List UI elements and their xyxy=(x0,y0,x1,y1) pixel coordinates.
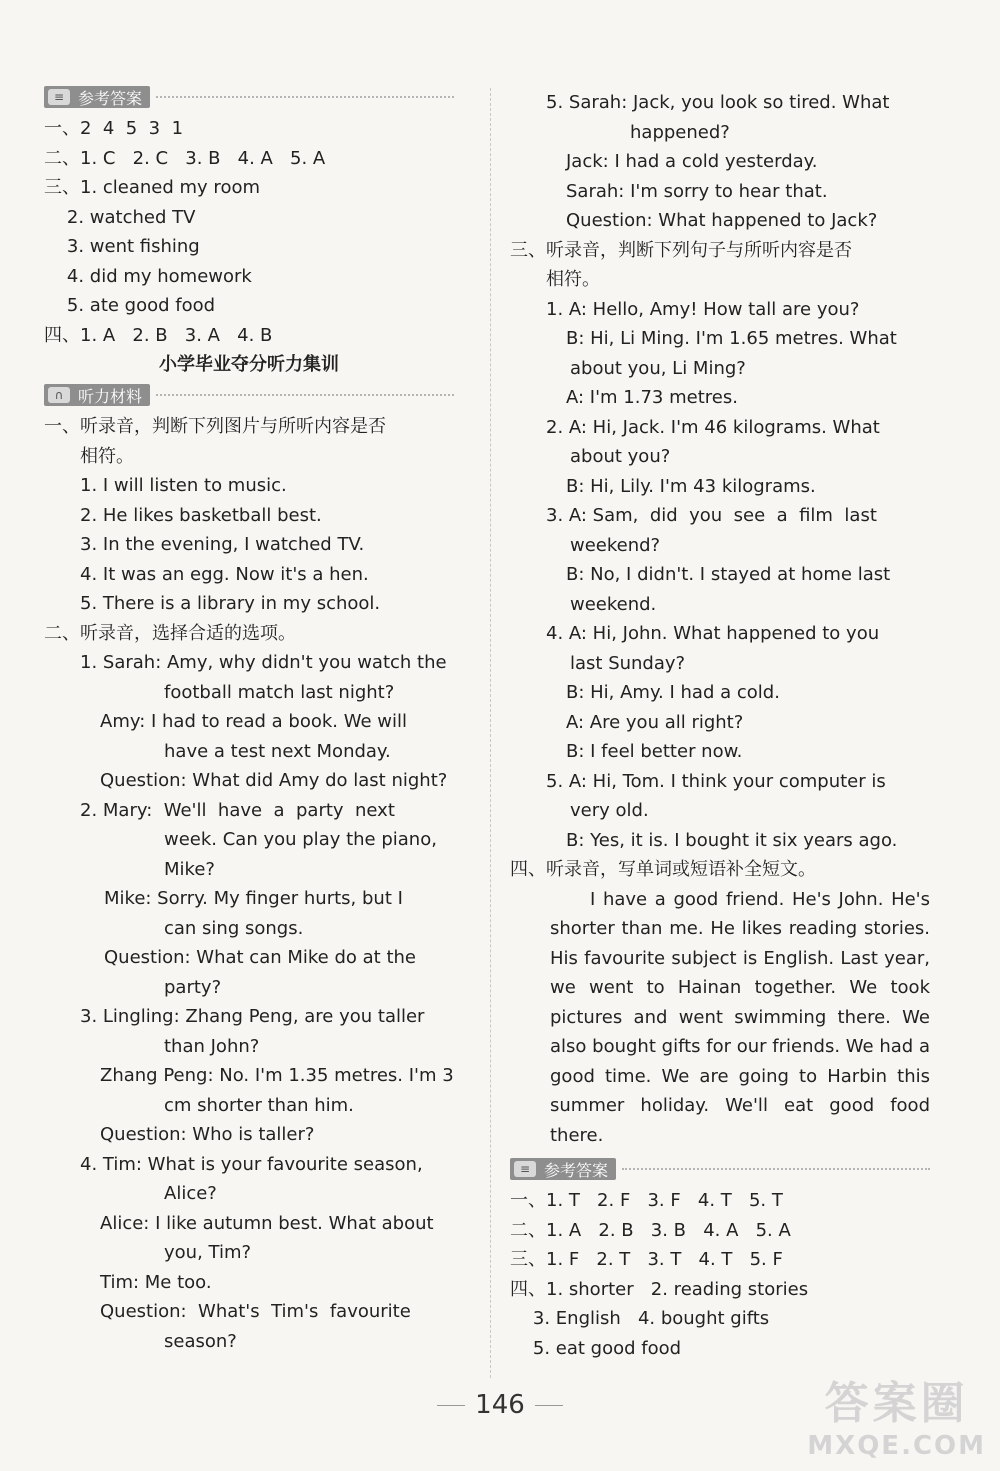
dialogue-line: 4. Tim: What is your favourite season, xyxy=(80,1153,423,1175)
dialogue-line: A: Are you all right? xyxy=(566,711,744,733)
page-number-text: 146 xyxy=(475,1390,525,1420)
answer-line: 5. ate good food xyxy=(44,295,216,316)
dialogue-line: 3. A: Sam, did you see a film last xyxy=(546,505,877,526)
dialogue-line: Alice? xyxy=(164,1183,217,1204)
section4-passage: I have a good friend. He's John. He's shorter than me. He likes reading stories. His favourite subject is English. Last year, we went to Hainan together. We took pictures and went swimming there. We also bought gifts for our friends. We had a good time. We are going to Harbin this summer holiday. We'll eat good food there. xyxy=(550,888,930,1146)
answer-line: 二、1. A 2. B 3. B 4. A 5. A xyxy=(510,1219,791,1241)
dialogue-line: Zhang Peng: No. I'm 1.35 metres. I'm 3 xyxy=(100,1065,454,1086)
answers-header-right xyxy=(510,1156,930,1182)
section2-dialogues xyxy=(44,648,454,1356)
answers-header-label: 参考答案 xyxy=(78,88,143,108)
column-divider xyxy=(490,88,491,1378)
watermark-logo: 答案圈 xyxy=(824,1378,969,1429)
dialogue-line: Alice: I like autumn best. What about xyxy=(100,1212,434,1234)
dialogue-line: weekend. xyxy=(570,593,657,615)
dialogue-line: Mike: Sorry. My finger hurts, but I xyxy=(104,888,403,909)
dialogue-line: week. Can you play the piano, xyxy=(164,829,437,850)
dialogue-line: 5. A: Hi, Tom. I think your computer is xyxy=(546,770,886,792)
watermark-url: MXQE.COM xyxy=(807,1431,986,1461)
dialogue-line: Tim: Me too. xyxy=(100,1271,212,1293)
dialogue-line: about you? xyxy=(570,446,671,467)
dialogue-line: can sing songs. xyxy=(164,917,304,939)
dialogue-line: Question: What's Tim's favourite xyxy=(100,1301,411,1322)
dialogue-line: Mike? xyxy=(164,858,215,880)
dialogue-line: season? xyxy=(164,1330,237,1352)
dialogue-line: B: No, I didn't. I stayed at home last xyxy=(566,564,891,585)
dialogue-line: about you, Li Ming? xyxy=(570,357,746,379)
section3-title-cont: 相符。 xyxy=(546,269,600,290)
watermark xyxy=(807,1367,986,1461)
dialogue-line: Question: What can Mike do at the xyxy=(104,947,416,968)
dialogue-line: 5. Sarah: Jack, you look so tired. What xyxy=(546,92,890,113)
section1-title: 一、听录音，判断下列图片与所听内容是否 xyxy=(44,416,386,437)
section1-items xyxy=(44,471,454,619)
dialogue-line: 4. A: Hi, John. What happened to you xyxy=(546,623,880,644)
dialogue-line: happened? xyxy=(630,121,730,143)
dialogue-line: Question: What did Amy do last night? xyxy=(100,770,448,791)
answer-line: 二、1. C 2. C 3. B 4. A 5. A xyxy=(44,147,326,169)
answer-line: 4. did my homework xyxy=(44,265,252,287)
answer-line: 3. went fishing xyxy=(44,236,200,257)
list-item: 4. It was an egg. Now it's a hen. xyxy=(80,563,369,585)
dialogue-line: 3. Lingling: Zhang Peng, are you taller xyxy=(80,1006,425,1027)
answer-line: 一、2 4 5 3 1 xyxy=(44,118,184,139)
dialogue-line: Sarah: I'm sorry to hear that. xyxy=(566,180,828,202)
dialogue-line: B: Yes, it is. I bought it six years ago. xyxy=(566,829,898,851)
listening-header-label: 听力材料 xyxy=(78,386,143,406)
section2-title: 二、听录音，选择合适的选项。 xyxy=(44,622,296,644)
section3-title: 三、听录音，判断下列句子与所听内容是否 xyxy=(510,239,852,261)
answers-header-label: 参考答案 xyxy=(544,1160,609,1180)
dialogue-line: Amy: I had to read a book. We will xyxy=(100,711,407,732)
dialogue-line: B: Hi, Amy. I had a cold. xyxy=(566,682,780,703)
dialogue-line: B: I feel better now. xyxy=(566,741,743,762)
section3-dialogues xyxy=(510,295,930,856)
dialogue-line: 1. A: Hello, Amy! How tall are you? xyxy=(546,298,860,320)
answer-line: 5. eat good food xyxy=(510,1337,682,1359)
dialogue-line: Question: What happened to Jack? xyxy=(566,210,878,231)
dialogue-line: 2. Mary: We'll have a party next xyxy=(80,799,395,821)
answers-block-right xyxy=(510,1186,930,1363)
dialogue-line: last Sunday? xyxy=(570,652,686,674)
answer-line: 三、1. F 2. T 3. T 4. T 5. F xyxy=(510,1249,783,1270)
left-column xyxy=(44,82,454,1356)
answer-line: 一、1. T 2. F 3. F 4. T 5. T xyxy=(510,1190,783,1211)
dialogue-line: very old. xyxy=(570,800,649,821)
dialogue-line: you, Tim? xyxy=(164,1242,252,1263)
right-column xyxy=(510,88,930,1363)
dialogue-line: weekend? xyxy=(570,534,661,556)
answer-line: 3. English 4. bought gifts xyxy=(510,1308,770,1329)
section1-title-cont: 相符。 xyxy=(80,445,134,467)
dialogue-line: than John? xyxy=(164,1035,260,1057)
dialogue-line: party? xyxy=(164,976,222,998)
dialogue-line: B: Hi, Li Ming. I'm 1.65 metres. What xyxy=(566,328,897,349)
section2-dialogues-cont xyxy=(510,88,930,236)
headphones-icon: ∩ xyxy=(48,387,70,403)
dialogue-line: A: I'm 1.73 metres. xyxy=(566,387,738,408)
list-item: 1. I will listen to music. xyxy=(80,475,287,496)
dialogue-line: Question: Who is taller? xyxy=(100,1124,315,1145)
dialogue-line: football match last night? xyxy=(164,681,395,703)
list-item: 3. In the evening, I watched TV. xyxy=(80,534,365,555)
answer-line: 2. watched TV xyxy=(44,206,196,228)
answer-line: 四、1. shorter 2. reading stories xyxy=(510,1278,809,1300)
listening-header xyxy=(44,382,454,408)
dialogue-line: have a test next Monday. xyxy=(164,740,391,762)
answers-header-left xyxy=(44,84,454,110)
unit-title: 小学毕业夺分听力集训 xyxy=(159,354,339,375)
dialogue-line: 2. A: Hi, Jack. I'm 46 kilograms. What xyxy=(546,416,880,438)
dialogue-line: cm shorter than him. xyxy=(164,1094,354,1116)
answers-block-left xyxy=(44,114,454,350)
list-item: 2. He likes basketball best. xyxy=(80,504,322,526)
dialogue-line: Jack: I had a cold yesterday. xyxy=(566,151,818,172)
dialogue-line: 1. Sarah: Amy, why didn't you watch the xyxy=(80,652,447,673)
list-item: 5. There is a library in my school. xyxy=(80,593,381,614)
dialogue-line: B: Hi, Lily. I'm 43 kilograms. xyxy=(566,475,816,497)
answer-line: 四、1. A 2. B 3. A 4. B xyxy=(44,324,273,346)
section4-title: 四、听录音，写单词或短语补全短文。 xyxy=(510,859,816,880)
answer-book-icon: ≡ xyxy=(514,1161,536,1177)
answer-book-icon: ≡ xyxy=(48,89,70,105)
answer-line: 三、1. cleaned my room xyxy=(44,177,260,198)
